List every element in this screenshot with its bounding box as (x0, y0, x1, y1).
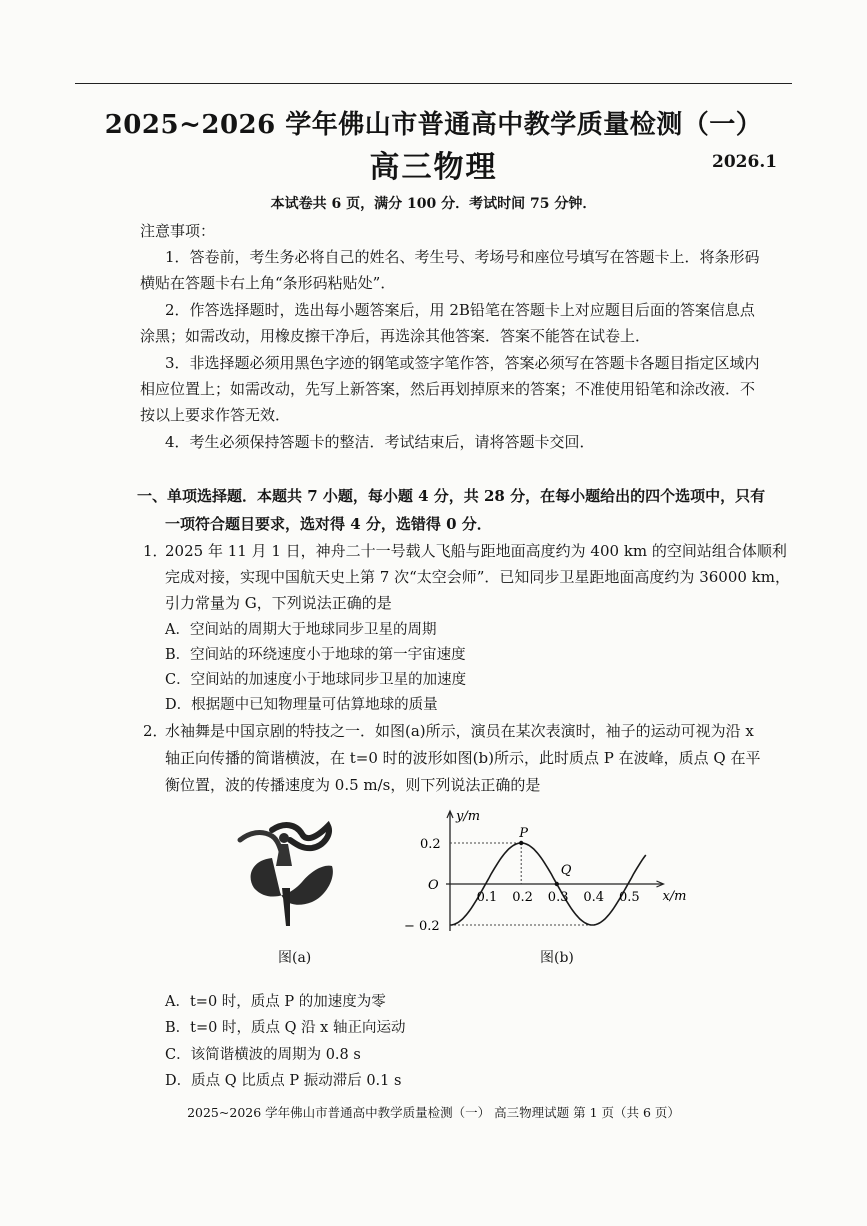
notice-line: 按以上要求作答无效． (140, 406, 291, 424)
notice-line: 1．答卷前，考生务必将自己的姓名、考生号、考场号和座位号填写在答题卡上．将条形码 (165, 248, 760, 266)
notice-line: 横贴在答题卡右上角“条形码粘贴处”． (140, 274, 396, 292)
question-text: 轴正向传播的简谐横波，在 t=0 时的波形如图(b)所示，此时质点 P 在波峰，质点 Q 在平 (165, 749, 761, 767)
option-d: D．根据题中已知物理量可估算地球的质量 (165, 697, 438, 713)
x-tick-label: 0.3 (547, 890, 569, 905)
option-b: B．t=0 时，质点 Q 沿 x 轴正向运动 (165, 1020, 406, 1036)
page-footer: 2025~2026 学年佛山市普通高中教学质量检测（一） 高三物理试题 第 1 页（共 6 页） (187, 1105, 680, 1120)
x-axis-label: x/m (662, 889, 687, 904)
subject-title: 高三物理 (369, 150, 498, 185)
option-c: C．空间站的加速度小于地球同步卫星的加速度 (165, 672, 467, 688)
y-tick-label: − 0.2 (404, 919, 440, 934)
point-label-p: P (519, 826, 528, 841)
header-rule (75, 83, 792, 84)
section-heading: 一、单项选择题．本题共 7 小题，每小题 4 分，共 28 分，在每小题给出的四个选项中，只有 (137, 487, 766, 505)
y-axis-label: y/m (456, 809, 481, 824)
question-text: 引力常量为 G，下列说法正确的是 (165, 594, 392, 612)
question-text: 2025 年 11 月 1 日，神舟二十一号载人飞船与距地面高度约为 400 km 的空间站组合体顺利 (165, 542, 787, 560)
exam-info: 本试卷共 6 页，满分 100 分．考试时间 75 分钟． (270, 196, 597, 212)
notice-line: 相应位置上；如需改动，先写上新答案，然后再划掉原来的答案；不准使用铅笔和涂改液．不 (140, 380, 756, 398)
notice-line: 2．作答选择题时，选出每小题答案后，用 2B铅笔在答题卡上对应题目后面的答案信息点 (165, 301, 755, 319)
question-text: 衡位置，波的传播速度为 0.5 m/s，则下列说法正确的是 (165, 776, 541, 794)
y-tick-label: 0.2 (420, 837, 441, 852)
option-a: A．t=0 时，质点 P 的加速度为零 (165, 994, 386, 1010)
notice-line: 3．非选择题必须用黑色字迹的钢笔或签字笔作答，答案必须写在答题卡各题目指定区域内 (165, 354, 760, 372)
option-c: C．该简谐横波的周期为 0.8 s (165, 1047, 361, 1063)
notice-line: 涂黑；如需改动，用橡皮擦干净后，再选涂其他答案．答案不能答在试卷上． (140, 327, 651, 345)
exam-title: 2025~2026 学年佛山市普通高中教学质量检测（一） (104, 110, 763, 140)
question-text: 水袖舞是中国京剧的特技之一．如图(a)所示，演员在某次表演时，袖子的运动可视为沿 x (165, 722, 754, 740)
x-tick-label: 0.2 (512, 890, 533, 905)
origin-label: O (428, 878, 439, 893)
question-text: 完成对接，实现中国航天史上第 7 次“太空会师”．已知同步卫星距地面高度约为 36000 km， (165, 568, 790, 586)
exam-date: 2026.1 (712, 152, 778, 172)
option-b: B．空间站的环绕速度小于地球的第一宇宙速度 (165, 647, 466, 663)
notice-heading: 注意事项： (140, 222, 216, 240)
option-a: A．空间站的周期大于地球同步卫星的周期 (165, 622, 437, 638)
figure-b-caption: 图(b) (540, 950, 574, 966)
question-number: 1． (143, 542, 168, 560)
section-heading-cont: 一项符合题目要求，选对得 4 分，选错得 0 分． (165, 515, 492, 533)
dancer-figure (232, 818, 344, 930)
x-tick-label: 0.1 (476, 890, 498, 905)
point-q (555, 882, 559, 886)
figure-a-caption: 图(a) (278, 950, 312, 966)
question-number: 2． (143, 722, 168, 740)
point-p (519, 841, 523, 845)
x-tick-label: 0.4 (583, 890, 605, 905)
point-label-q: Q (560, 863, 572, 878)
x-tick-label: 0.5 (619, 890, 640, 905)
notice-line: 4．考生必须保持答题卡的整洁．考试结束后，请将答题卡交回． (165, 433, 595, 451)
option-d: D．质点 Q 比质点 P 振动滞后 0.1 s (165, 1073, 402, 1089)
wave-chart (400, 808, 690, 940)
